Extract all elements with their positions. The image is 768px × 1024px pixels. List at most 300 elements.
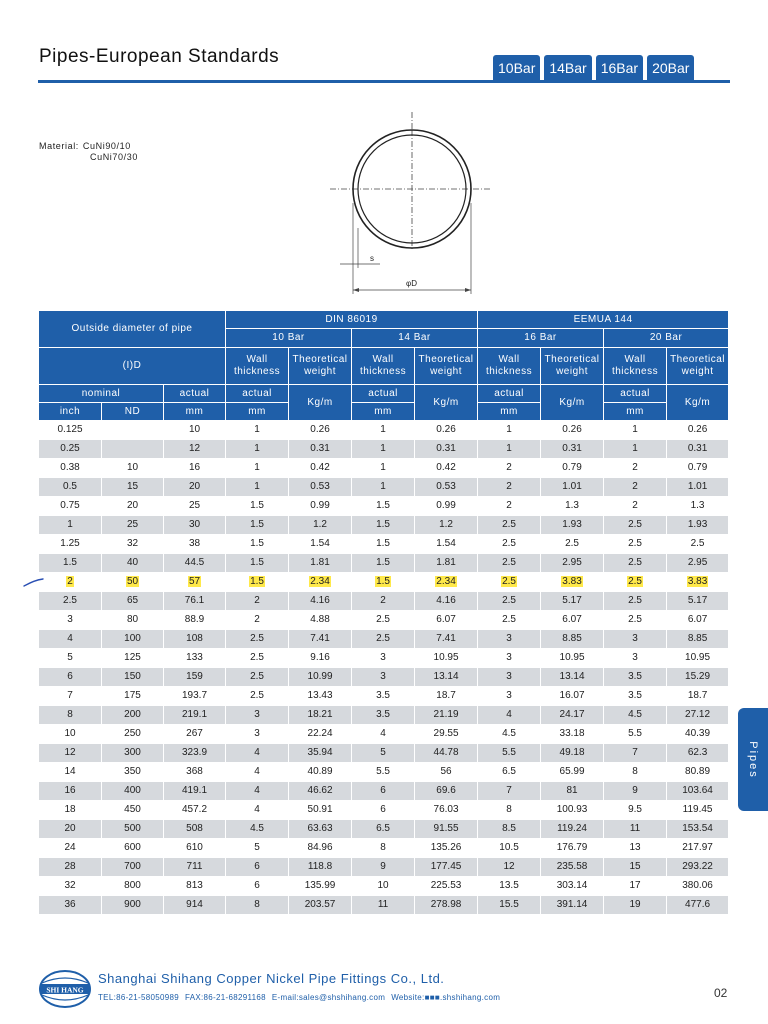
- cell-14bar-wall: 3: [352, 649, 415, 668]
- table-row: [39, 877, 729, 896]
- cell-nd: 100: [102, 630, 164, 649]
- cell-20bar-weight: 27.12: [667, 706, 729, 725]
- header-actual: actual: [478, 385, 541, 403]
- cell-10bar-weight: 84.96: [289, 839, 352, 858]
- cell-inch: 36: [39, 896, 102, 915]
- cell-20bar-weight: 40.39: [667, 725, 729, 744]
- tab-20bar[interactable]: 20Bar: [647, 55, 694, 82]
- cell-20bar-wall: 3: [604, 630, 667, 649]
- cell-20bar-wall: 2: [604, 459, 667, 478]
- cell-14bar-wall: 1.5: [352, 554, 415, 573]
- cell-od-mm: 813: [164, 877, 226, 896]
- cell-14bar-weight: 1.81: [415, 554, 478, 573]
- cell-14bar-weight: 91.55: [415, 820, 478, 839]
- cell-10bar-wall: 4: [226, 744, 289, 763]
- header-10bar: 10 Bar: [226, 329, 352, 348]
- header-nominal: nominal: [39, 385, 164, 403]
- cell-20bar-weight: 153.54: [667, 820, 729, 839]
- cell-20bar-weight: 5.17: [667, 592, 729, 611]
- highlighted-value: 2.34: [436, 576, 456, 587]
- cell-10bar-wall: 2: [226, 592, 289, 611]
- cell-20bar-weight: 2.95: [667, 554, 729, 573]
- company-name: Shanghai Shihang Copper Nickel Pipe Fittings Co., Ltd.: [98, 971, 445, 986]
- cell-16bar-wall: 2.5: [478, 611, 541, 630]
- cell-20bar-wall: 13: [604, 839, 667, 858]
- cell-20bar-wall: 2: [604, 478, 667, 497]
- cell-14bar-weight: 1.2: [415, 516, 478, 535]
- cell-14bar-weight: 29.55: [415, 725, 478, 744]
- cell-14bar-weight: 225.53: [415, 877, 478, 896]
- cell-nd: 300: [102, 744, 164, 763]
- cell-10bar-wall: 2.5: [226, 668, 289, 687]
- cell-10bar-weight: 18.21: [289, 706, 352, 725]
- cell-nd: 450: [102, 801, 164, 820]
- header-theoretical-weight: Theoretical weight: [541, 348, 604, 385]
- cell-od-mm: 20: [164, 478, 226, 497]
- header-wall-thickness: Wall thickness: [604, 348, 667, 385]
- contact-email[interactable]: E-mail:sales@shshihang.com: [271, 993, 386, 1002]
- cell-inch: 2.5: [39, 592, 102, 611]
- cell-16bar-wall: 3: [478, 668, 541, 687]
- cell-14bar-wall: 9: [352, 858, 415, 877]
- cell-20bar-wall: 2: [604, 497, 667, 516]
- cell-14bar-weight: 0.31: [415, 440, 478, 459]
- cell-16bar-wall: 2.5: [478, 592, 541, 611]
- header-nd: ND: [102, 403, 164, 421]
- cell-16bar-wall: 2: [478, 478, 541, 497]
- cell-10bar-wall: 6: [226, 877, 289, 896]
- cell-10bar-weight: 118.8: [289, 858, 352, 877]
- table-row: [39, 896, 729, 915]
- header-mm: mm: [478, 403, 541, 421]
- cell-nd: [102, 573, 164, 592]
- section-tab-pipes[interactable]: [738, 708, 768, 811]
- cell-20bar-weight: 0.79: [667, 459, 729, 478]
- cell-inch: [39, 573, 102, 592]
- cell-20bar-weight: 477.6: [667, 896, 729, 915]
- cell-16bar-wall: [478, 573, 541, 592]
- cell-nd: 125: [102, 649, 164, 668]
- header-actual: actual: [226, 385, 289, 403]
- cell-20bar-wall: 15: [604, 858, 667, 877]
- cell-14bar-wall: 6: [352, 782, 415, 801]
- cell-16bar-wall: 5.5: [478, 744, 541, 763]
- cell-od-mm: 76.1: [164, 592, 226, 611]
- table-row: [39, 744, 729, 763]
- cell-10bar-wall: 4: [226, 782, 289, 801]
- cell-20bar-wall: 9: [604, 782, 667, 801]
- cell-od-mm: 108: [164, 630, 226, 649]
- cell-16bar-weight: 16.07: [541, 687, 604, 706]
- cell-14bar-wall: 1: [352, 440, 415, 459]
- cell-14bar-weight: 69.6: [415, 782, 478, 801]
- cell-10bar-weight: 13.43: [289, 687, 352, 706]
- cell-20bar-wall: [604, 573, 667, 592]
- cell-20bar-weight: [667, 573, 729, 592]
- pipe-cross-section-diagram: [320, 108, 500, 300]
- cell-od-mm: 16: [164, 459, 226, 478]
- highlighted-value: 57: [188, 576, 201, 587]
- cell-16bar-weight: 176.79: [541, 839, 604, 858]
- cell-14bar-weight: 0.53: [415, 478, 478, 497]
- cell-20bar-wall: 11: [604, 820, 667, 839]
- cell-10bar-wall: 5: [226, 839, 289, 858]
- cell-nd: 900: [102, 896, 164, 915]
- cell-14bar-wall: [352, 573, 415, 592]
- cell-nd: 40: [102, 554, 164, 573]
- cell-16bar-weight: 49.18: [541, 744, 604, 763]
- header-eemua144: EEMUA 144: [478, 311, 729, 329]
- table-row: [39, 554, 729, 573]
- cell-20bar-weight: 6.07: [667, 611, 729, 630]
- cell-inch: 6: [39, 668, 102, 687]
- cell-16bar-weight: 2.5: [541, 535, 604, 554]
- cell-14bar-weight: 76.03: [415, 801, 478, 820]
- cell-nd: 800: [102, 877, 164, 896]
- table-row: [39, 858, 729, 877]
- table-row: [39, 801, 729, 820]
- cell-16bar-wall: 2.5: [478, 535, 541, 554]
- cell-nd: 32: [102, 535, 164, 554]
- cell-20bar-wall: 3.5: [604, 687, 667, 706]
- cell-od-mm: 88.9: [164, 611, 226, 630]
- header-wall-thickness: Wall thickness: [226, 348, 289, 385]
- cell-10bar-wall: 8: [226, 896, 289, 915]
- cell-20bar-wall: 1: [604, 421, 667, 440]
- cell-16bar-wall: 2: [478, 459, 541, 478]
- cell-20bar-weight: 103.64: [667, 782, 729, 801]
- wall-thickness-label: s: [370, 254, 374, 263]
- cell-inch: 10: [39, 725, 102, 744]
- cell-16bar-wall: 13.5: [478, 877, 541, 896]
- cell-10bar-wall: 1: [226, 459, 289, 478]
- table-row: [39, 440, 729, 459]
- cell-inch: 0.25: [39, 440, 102, 459]
- cell-nd: 80: [102, 611, 164, 630]
- highlighted-value: 3.83: [687, 576, 708, 587]
- cell-od-mm: 219.1: [164, 706, 226, 725]
- material-grade-1: CuNi90/10: [82, 141, 131, 151]
- cell-nd: 25: [102, 516, 164, 535]
- tab-10bar[interactable]: 10Bar: [493, 55, 540, 82]
- cell-20bar-wall: 5.5: [604, 725, 667, 744]
- cell-14bar-wall: 1: [352, 459, 415, 478]
- cell-20bar-wall: 17: [604, 877, 667, 896]
- cell-20bar-weight: 1.93: [667, 516, 729, 535]
- cell-od-mm: 10: [164, 421, 226, 440]
- cell-16bar-wall: 2.5: [478, 516, 541, 535]
- cell-nd: 350: [102, 763, 164, 782]
- cell-16bar-weight: 100.93: [541, 801, 604, 820]
- cell-20bar-weight: 1.01: [667, 478, 729, 497]
- table-row: [39, 421, 729, 440]
- cell-16bar-weight: 0.26: [541, 421, 604, 440]
- header-mm: mm: [604, 403, 667, 421]
- cell-20bar-wall: 1: [604, 440, 667, 459]
- tab-16bar[interactable]: 16Bar: [596, 55, 643, 82]
- logo-text: SHI HANG: [46, 985, 84, 995]
- cell-14bar-wall: 10: [352, 877, 415, 896]
- cell-10bar-wall: 2: [226, 611, 289, 630]
- contact-website[interactable]: Website:■■■.shshihang.com: [391, 993, 501, 1002]
- cell-od-mm: 133: [164, 649, 226, 668]
- cell-10bar-wall: 3: [226, 706, 289, 725]
- cell-20bar-wall: 19: [604, 896, 667, 915]
- cell-inch: 0.5: [39, 478, 102, 497]
- header-kgm: Kg/m: [415, 385, 478, 421]
- cell-inch: 24: [39, 839, 102, 858]
- cell-14bar-wall: 3: [352, 668, 415, 687]
- cell-16bar-wall: 12: [478, 858, 541, 877]
- cell-14bar-weight: 1.54: [415, 535, 478, 554]
- cell-16bar-wall: 6.5: [478, 763, 541, 782]
- table-row: [39, 668, 729, 687]
- cell-10bar-wall: 1: [226, 478, 289, 497]
- cell-16bar-weight: 81: [541, 782, 604, 801]
- cell-16bar-wall: 4: [478, 706, 541, 725]
- cell-16bar-wall: 1: [478, 440, 541, 459]
- cell-10bar-weight: 22.24: [289, 725, 352, 744]
- cell-od-mm: 711: [164, 858, 226, 877]
- cell-nd: 65: [102, 592, 164, 611]
- cell-14bar-weight: 6.07: [415, 611, 478, 630]
- cell-14bar-wall: 2.5: [352, 630, 415, 649]
- cell-20bar-wall: 3: [604, 649, 667, 668]
- cell-nd: 10: [102, 459, 164, 478]
- cell-16bar-weight: 24.17: [541, 706, 604, 725]
- cell-10bar-wall: 2.5: [226, 649, 289, 668]
- cell-16bar-weight: 2.95: [541, 554, 604, 573]
- table-row: [39, 478, 729, 497]
- cell-od-mm: 38: [164, 535, 226, 554]
- cell-od-mm: 508: [164, 820, 226, 839]
- cell-nd: 200: [102, 706, 164, 725]
- header-kgm: Kg/m: [289, 385, 352, 421]
- header-mm: mm: [352, 403, 415, 421]
- table-row: [39, 687, 729, 706]
- cell-10bar-weight: 1.81: [289, 554, 352, 573]
- highlighted-value: 2.5: [628, 576, 642, 587]
- cell-10bar-weight: 46.62: [289, 782, 352, 801]
- header-wall-thickness: Wall thickness: [478, 348, 541, 385]
- table-row: [39, 630, 729, 649]
- cell-20bar-weight: 10.95: [667, 649, 729, 668]
- diameter-label: φD: [406, 279, 417, 288]
- header-inch: inch: [39, 403, 102, 421]
- cell-inch: 0.75: [39, 497, 102, 516]
- header-20bar: 20 Bar: [604, 329, 729, 348]
- cell-16bar-weight: 0.79: [541, 459, 604, 478]
- cell-inch: 16: [39, 782, 102, 801]
- cell-20bar-wall: 4.5: [604, 706, 667, 725]
- section-tab-label: Pipes: [747, 740, 759, 779]
- cell-16bar-weight: 13.14: [541, 668, 604, 687]
- cell-16bar-weight: 303.14: [541, 877, 604, 896]
- cell-20bar-weight: 62.3: [667, 744, 729, 763]
- highlighted-value: 1.5: [376, 576, 390, 587]
- cell-nd: 150: [102, 668, 164, 687]
- cell-14bar-weight: 177.45: [415, 858, 478, 877]
- tab-14bar[interactable]: 14Bar: [544, 55, 591, 82]
- cell-14bar-wall: 6.5: [352, 820, 415, 839]
- cell-10bar-weight: 0.26: [289, 421, 352, 440]
- cell-14bar-weight: 0.26: [415, 421, 478, 440]
- cell-od-mm: 419.1: [164, 782, 226, 801]
- cell-14bar-weight: 21.19: [415, 706, 478, 725]
- page-title: Pipes-European Standards: [39, 46, 280, 67]
- cell-inch: 7: [39, 687, 102, 706]
- table-row: [39, 459, 729, 478]
- header-theoretical-weight: Theoretical weight: [289, 348, 352, 385]
- cell-14bar-weight: 135.26: [415, 839, 478, 858]
- cell-10bar-wall: 1.5: [226, 516, 289, 535]
- cell-14bar-weight: 7.41: [415, 630, 478, 649]
- pipe-spec-table: [38, 310, 729, 915]
- cell-nd: 400: [102, 782, 164, 801]
- header-wall-thickness: Wall thickness: [352, 348, 415, 385]
- cell-10bar-wall: 1.5: [226, 535, 289, 554]
- header-theoretical-weight: Theoretical weight: [415, 348, 478, 385]
- cell-16bar-wall: 1: [478, 421, 541, 440]
- cell-10bar-weight: 4.16: [289, 592, 352, 611]
- cell-14bar-wall: 8: [352, 839, 415, 858]
- highlighted-value: 50: [126, 576, 139, 587]
- cell-inch: 12: [39, 744, 102, 763]
- table-row: [39, 839, 729, 858]
- cell-14bar-wall: 1.5: [352, 535, 415, 554]
- cell-16bar-wall: 15.5: [478, 896, 541, 915]
- cell-16bar-weight: 391.14: [541, 896, 604, 915]
- cell-16bar-wall: 2.5: [478, 554, 541, 573]
- cell-10bar-weight: 40.89: [289, 763, 352, 782]
- cell-20bar-wall: 9.5: [604, 801, 667, 820]
- cell-20bar-wall: 2.5: [604, 535, 667, 554]
- cell-nd: 500: [102, 820, 164, 839]
- cell-20bar-weight: 380.06: [667, 877, 729, 896]
- highlighted-value: 3.83: [562, 576, 582, 587]
- cell-10bar-wall: 1: [226, 421, 289, 440]
- cell-14bar-weight: 0.99: [415, 497, 478, 516]
- header-actual: actual: [352, 385, 415, 403]
- cell-10bar-wall: [226, 573, 289, 592]
- cell-10bar-wall: 2.5: [226, 687, 289, 706]
- cell-inch: 1.25: [39, 535, 102, 554]
- cell-14bar-weight: 13.14: [415, 668, 478, 687]
- cell-10bar-weight: 35.94: [289, 744, 352, 763]
- table-row: [39, 592, 729, 611]
- cell-10bar-weight: 1.2: [289, 516, 352, 535]
- cell-16bar-weight: 5.17: [541, 592, 604, 611]
- cell-10bar-weight: 50.91: [289, 801, 352, 820]
- header-od: (I)D: [39, 348, 226, 385]
- cell-20bar-weight: 8.85: [667, 630, 729, 649]
- cell-14bar-wall: 6: [352, 801, 415, 820]
- material-grade-2: CuNi70/30: [90, 152, 138, 162]
- cell-20bar-wall: 2.5: [604, 611, 667, 630]
- header-outside-diameter: Outside diameter of pipe: [39, 311, 226, 348]
- cell-10bar-wall: 3: [226, 725, 289, 744]
- header-14bar: 14 Bar: [352, 329, 478, 348]
- cell-10bar-wall: 4: [226, 801, 289, 820]
- table-row: [39, 573, 729, 592]
- cell-16bar-weight: 33.18: [541, 725, 604, 744]
- cell-inch: 4: [39, 630, 102, 649]
- cell-10bar-weight: 0.99: [289, 497, 352, 516]
- cell-inch: 5: [39, 649, 102, 668]
- cell-od-mm: 368: [164, 763, 226, 782]
- cell-20bar-weight: 0.26: [667, 421, 729, 440]
- cell-inch: 14: [39, 763, 102, 782]
- cell-16bar-weight: 65.99: [541, 763, 604, 782]
- cell-16bar-weight: 1.01: [541, 478, 604, 497]
- cell-20bar-wall: 2.5: [604, 554, 667, 573]
- cell-20bar-wall: 7: [604, 744, 667, 763]
- cell-14bar-wall: 3.5: [352, 687, 415, 706]
- cell-od-mm: [164, 573, 226, 592]
- cell-inch: 3: [39, 611, 102, 630]
- cell-14bar-wall: 1.5: [352, 516, 415, 535]
- header-16bar: 16 Bar: [478, 329, 604, 348]
- cell-inch: 28: [39, 858, 102, 877]
- cell-16bar-wall: 8: [478, 801, 541, 820]
- cell-20bar-weight: 0.31: [667, 440, 729, 459]
- cell-20bar-weight: 2.5: [667, 535, 729, 554]
- pressure-tabs: [493, 55, 694, 82]
- cell-10bar-wall: 4: [226, 763, 289, 782]
- table-row: [39, 820, 729, 839]
- cell-16bar-weight: 1.3: [541, 497, 604, 516]
- cell-nd: 700: [102, 858, 164, 877]
- cell-16bar-weight: 10.95: [541, 649, 604, 668]
- table-row: [39, 611, 729, 630]
- cell-inch: 1: [39, 516, 102, 535]
- cell-14bar-wall: 1.5: [352, 497, 415, 516]
- header-mm: mm: [226, 403, 289, 421]
- material-label: Material:: [39, 141, 79, 151]
- cell-14bar-weight: 18.7: [415, 687, 478, 706]
- header-theoretical-weight: Theoretical weight: [667, 348, 729, 385]
- cell-14bar-weight: 56: [415, 763, 478, 782]
- cell-20bar-weight: 119.45: [667, 801, 729, 820]
- cell-20bar-wall: 8: [604, 763, 667, 782]
- cell-14bar-wall: 5: [352, 744, 415, 763]
- contact-tel: TEL:86-21-58050989: [98, 993, 180, 1002]
- cell-14bar-wall: 1: [352, 478, 415, 497]
- cell-nd: [102, 421, 164, 440]
- cell-20bar-wall: 2.5: [604, 516, 667, 535]
- cell-10bar-weight: 0.42: [289, 459, 352, 478]
- cell-14bar-weight: [415, 573, 478, 592]
- cell-10bar-weight: 0.53: [289, 478, 352, 497]
- cell-od-mm: 267: [164, 725, 226, 744]
- cell-od-mm: 610: [164, 839, 226, 858]
- cell-14bar-wall: 5.5: [352, 763, 415, 782]
- cell-inch: 32: [39, 877, 102, 896]
- cell-10bar-wall: 4.5: [226, 820, 289, 839]
- cell-od-mm: 914: [164, 896, 226, 915]
- cell-10bar-weight: 203.57: [289, 896, 352, 915]
- table-row: [39, 649, 729, 668]
- cell-20bar-wall: 2.5: [604, 592, 667, 611]
- table-row: [39, 497, 729, 516]
- cell-10bar-weight: 0.31: [289, 440, 352, 459]
- table-row: [39, 535, 729, 554]
- cell-nd: 175: [102, 687, 164, 706]
- table-row: [39, 706, 729, 725]
- cell-od-mm: 25: [164, 497, 226, 516]
- cell-20bar-weight: 18.7: [667, 687, 729, 706]
- cell-10bar-wall: 1: [226, 440, 289, 459]
